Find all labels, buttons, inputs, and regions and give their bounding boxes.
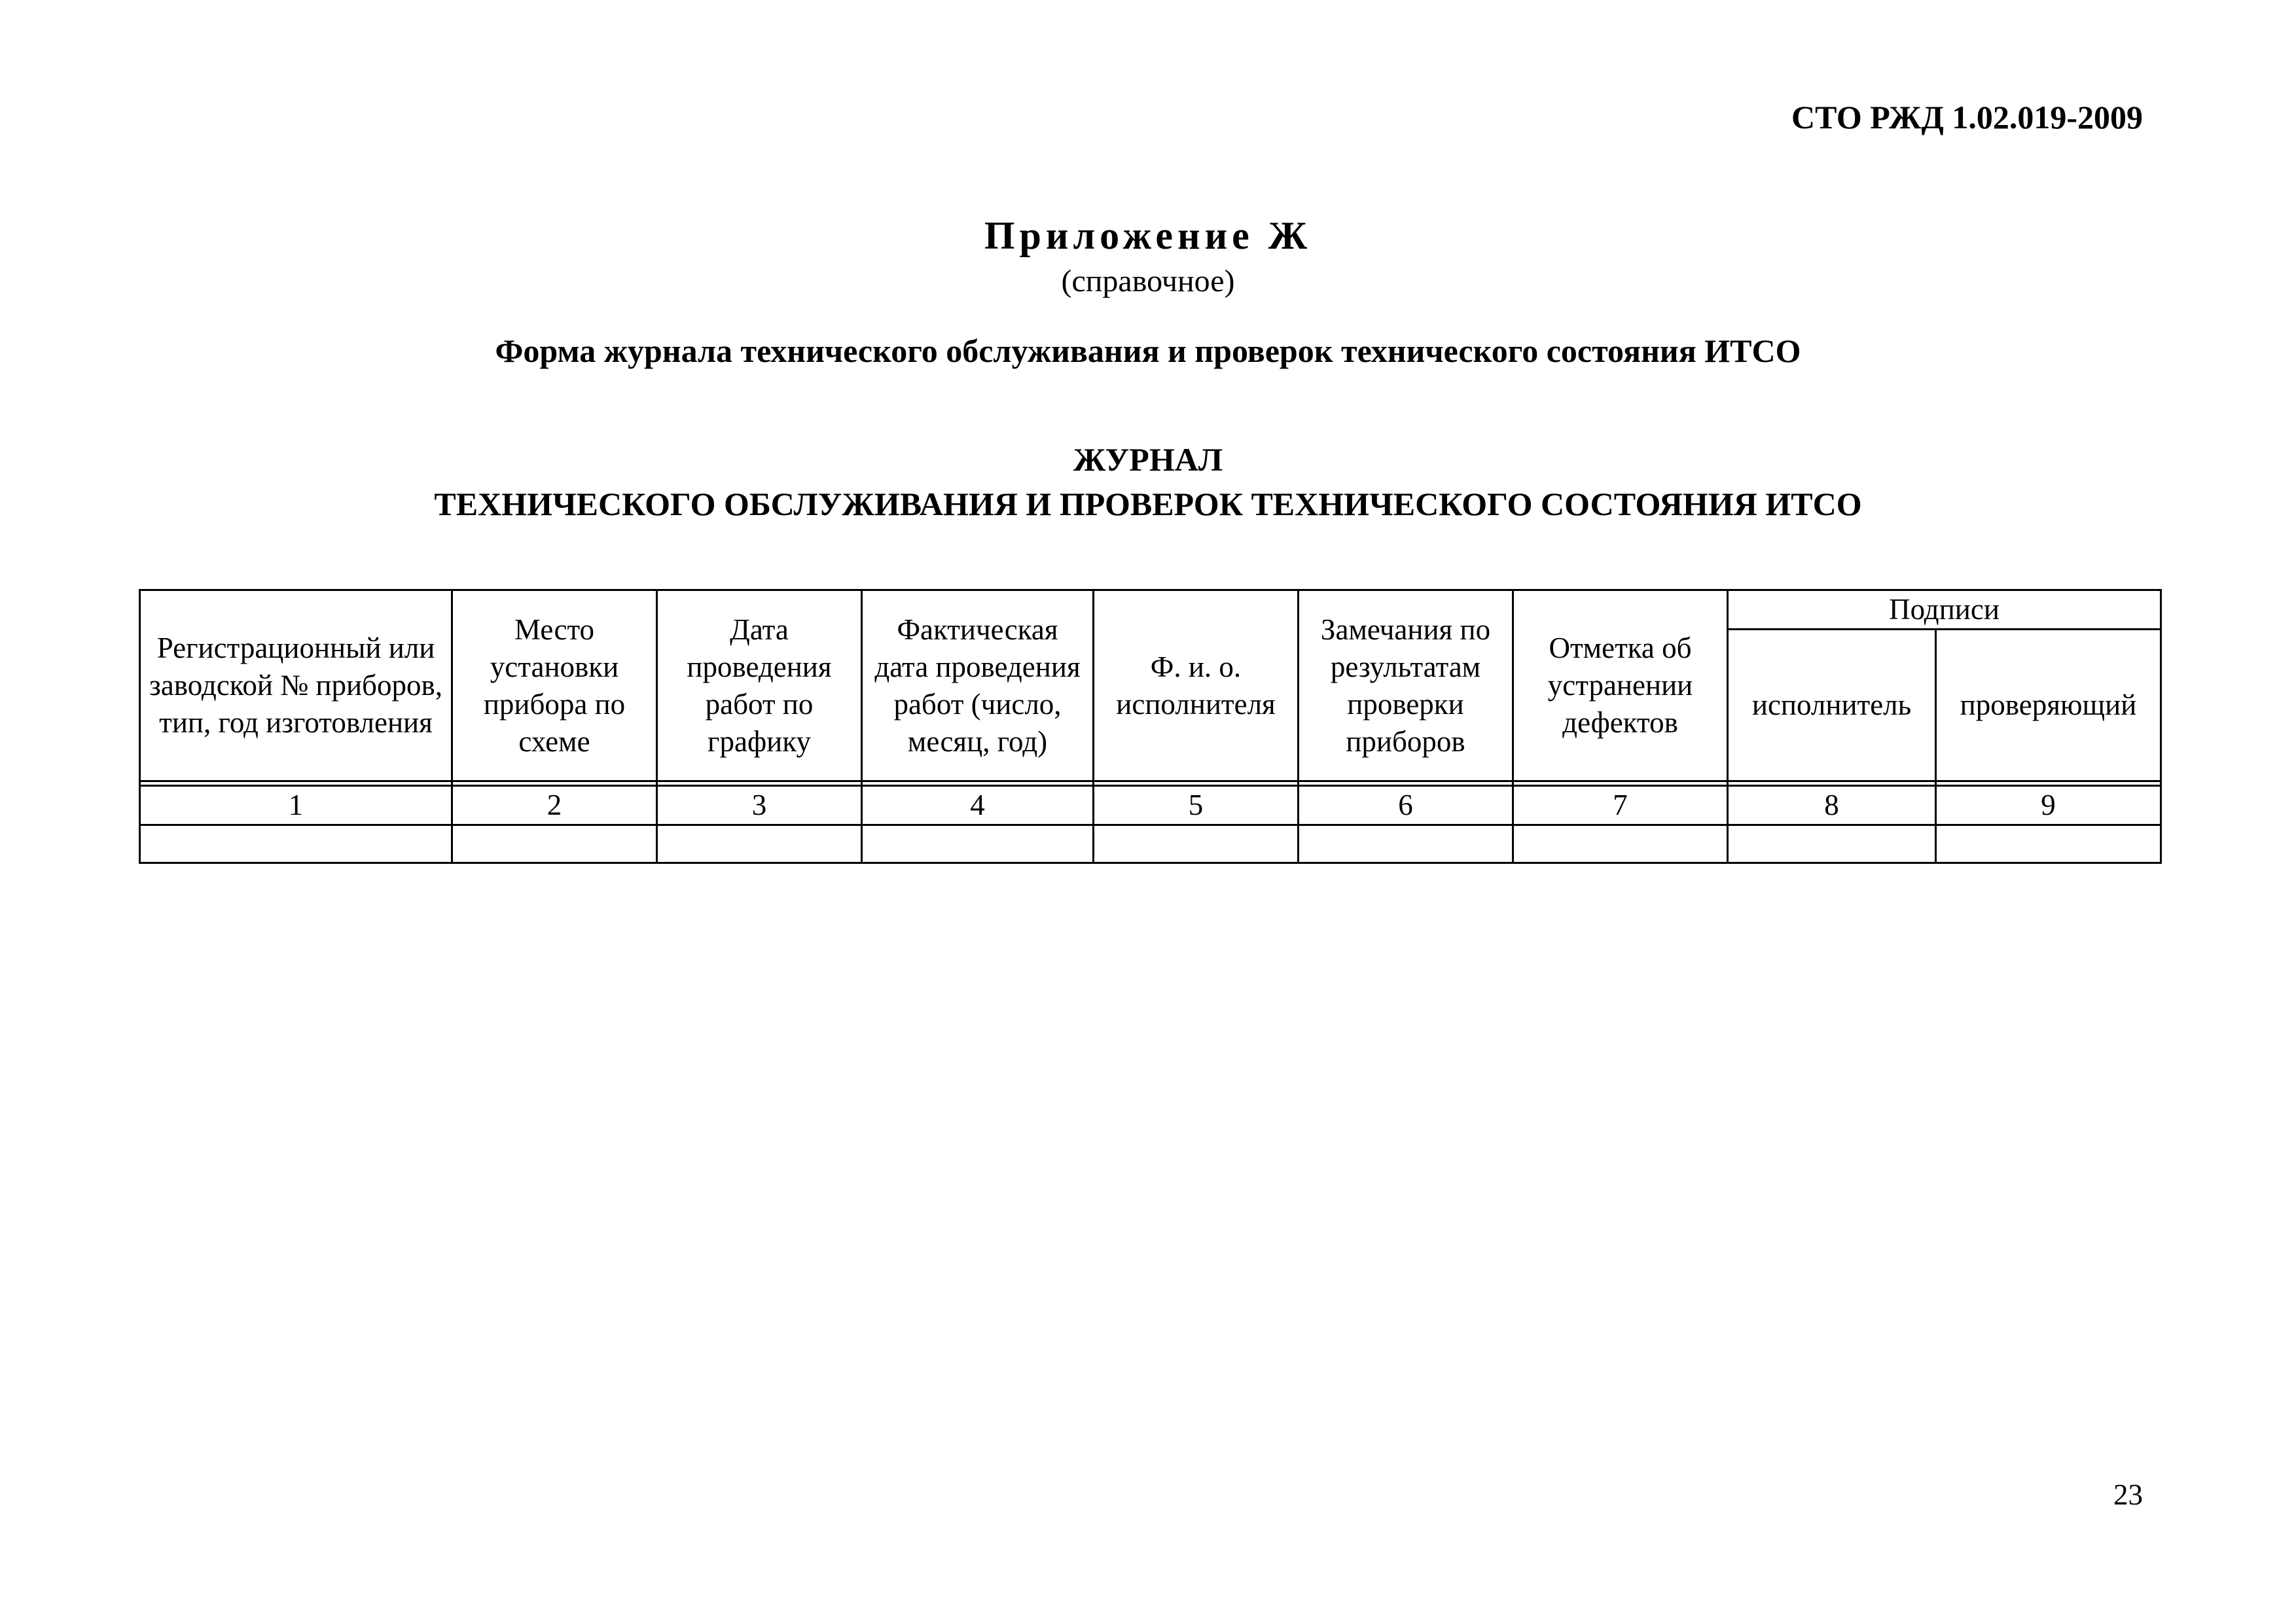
- table-cell: [1936, 825, 2161, 863]
- column-number: 1: [140, 786, 452, 825]
- column-number: 2: [452, 786, 657, 825]
- column-number: 6: [1299, 786, 1513, 825]
- table-cell: [657, 825, 862, 863]
- table-cell: [862, 825, 1094, 863]
- column-number: 4: [862, 786, 1094, 825]
- column-number: 8: [1728, 786, 1936, 825]
- column-header: Регистрационный или заводской № приборов, тип, год изготовления: [140, 590, 452, 781]
- form-title: Форма журнала технического обслуживания и проверок технического состояния ИТСО: [495, 332, 1801, 369]
- journal-title-line2: ТЕХНИЧЕСКОГО ОБСЛУЖИВАНИЯ И ПРОВЕРОК ТЕХНИЧЕСКОГО СОСТОЯНИЯ ИТСО: [434, 486, 1862, 522]
- column-header: Место установки прибора по схеме: [452, 590, 657, 781]
- table-row: [140, 825, 2161, 863]
- column-header: Фактическая дата проведения работ (число, месяц, год): [862, 590, 1094, 781]
- table-cell: [1094, 825, 1299, 863]
- column-number: 5: [1094, 786, 1299, 825]
- column-header: Ф. и. о. исполнителя: [1094, 590, 1299, 781]
- column-number-row: [140, 786, 2161, 825]
- appendix-heading: [0, 209, 2296, 301]
- column-header-checker: проверяющий: [1936, 630, 2161, 781]
- signatures-group-header: Подписи: [1728, 590, 2161, 630]
- table-cell: [1299, 825, 1513, 863]
- journal-heading: [0, 437, 2296, 526]
- header-divider: [140, 781, 2161, 786]
- column-header: Дата проведения работ по графику: [657, 590, 862, 781]
- appendix-subtitle: (справочное): [1061, 264, 1235, 298]
- page-number: 23: [2113, 1478, 2143, 1511]
- table-cell: [1513, 825, 1728, 863]
- appendix-title: Приложение Ж: [984, 214, 1312, 257]
- table-header-row: [140, 590, 2161, 630]
- column-header: Замечания по результатам проверки приборов: [1299, 590, 1513, 781]
- table-cell: [1728, 825, 1936, 863]
- table-cell: [140, 825, 452, 863]
- journal-title-line1: ЖУРНАЛ: [1073, 441, 1223, 478]
- column-number: 9: [1936, 786, 2161, 825]
- document-code: СТО РЖД 1.02.019-2009: [1791, 99, 2143, 135]
- column-header-executor: исполнитель: [1728, 630, 1936, 781]
- column-number: 3: [657, 786, 862, 825]
- column-number: 7: [1513, 786, 1728, 825]
- column-header: Отметка об устранении дефектов: [1513, 590, 1728, 781]
- journal-table: [139, 589, 2162, 864]
- table-cell: [452, 825, 657, 863]
